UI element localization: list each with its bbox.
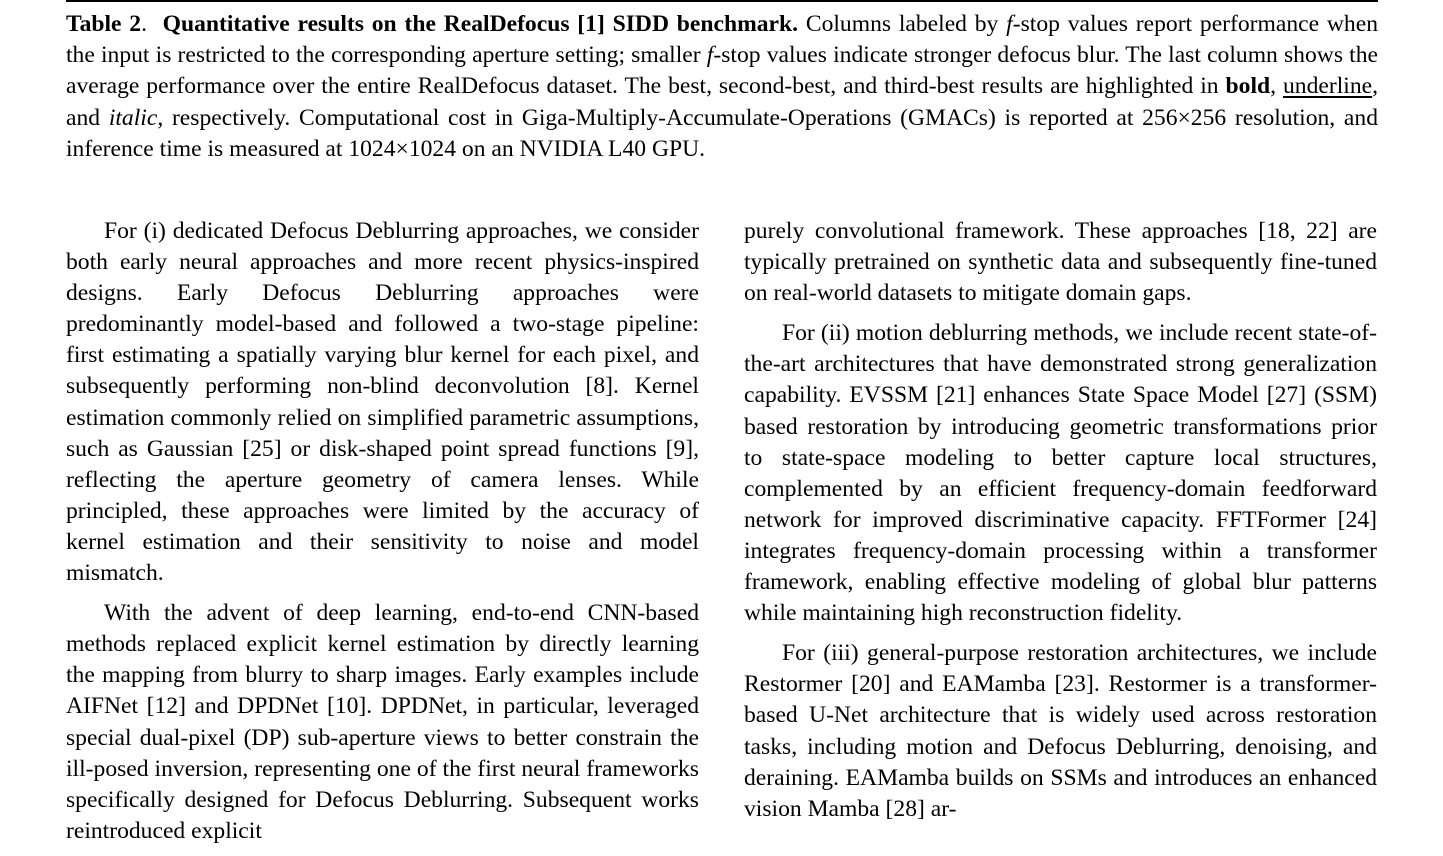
top-rule — [66, 0, 1378, 2]
paragraph: With the advent of deep learning, end-to-end CNN-based methods replaced explicit kernel estimation by directly learning the mapping from blurry to sharp images. Early examples include AIFNet [12] and DPDNet [10]. DPDNet, in particular, leveraged special dual-pixel (DP) sub-aperture views to better constrain the ill-posed inversion, representing one of the first neural frameworks specifically designed for Defocus Deblurring. Subsequent works reintroduced explicit — [66, 600, 699, 844]
caption-f-symbol: f — [706, 42, 714, 69]
caption-sep: , and — [66, 73, 1378, 131]
caption-sep: , — [1270, 73, 1283, 100]
left-column — [66, 216, 699, 856]
paragraph: For (iii) general-purpose restoration architectures, we include Restormer [20] and EAMamba [23]. Restormer is a transformer-based U-Net architecture that is widely used across restoration tasks, including motion and Defocus Deblurring, denoising, and deraining. EAMamba builds on SSMs and introduces an enhanced vision Mamba [28] ar- — [744, 640, 1377, 822]
caption-italic-word: italic — [108, 104, 158, 131]
caption-f-symbol: f — [1006, 11, 1013, 37]
paragraph: For (i) dedicated Defocus Deblurring approaches, we consider both early neural approaches and more recent physics-inspired designs. Early Defocus Deblurring approaches were predominantly model-based and followed a two-stage pipeline: first estimating a spatially varying blur kernel for each pixel, and subsequently performing non-blind deconvolution [8]. Kernel estimation commonly relied on simplified parametric assumptions, such as Gaussian [25] or disk-shaped point spread functions [9], reflecting the aperture geometry of camera lenses. While principled, these approaches were limited by the accuracy of kernel estimation and their sensitivity to noise and model mismatch. — [66, 218, 699, 587]
caption-underline-word: underline — [1282, 73, 1373, 100]
caption-text-2: -stop values report performance when the input is restricted to the corresponding aperture setting; smaller — [66, 11, 1378, 69]
caption-text-4: , respectively. Computational cost in Giga-Multiply-Accumulate-Operations (GMACs) is reported at 256×256 resolution, and inference time is measured at 1024×1024 on an NVIDIA L40 GPU. — [66, 104, 1379, 162]
caption-title: Quantitative results on the RealDefocus [1] SIDD benchmark. — [162, 11, 799, 37]
caption-text-3: -stop values indicate stronger defocus blur. The last column shows the average performance over the entire RealDefocus dataset. The best, second-best, and third-best results are highlighted in — [66, 42, 1378, 100]
caption-text-1: Columns labeled by — [798, 11, 1007, 37]
caption-bold-word: bold — [1225, 73, 1271, 100]
right-column — [744, 216, 1377, 834]
table-caption: Table 2. Quantitative results on the RealDefocus [1] SIDD benchmark. Columns labeled by f-stop values report performance when the input is restricted to the corresponding aperture setting; smaller f-stop values indicate stronger defocus blur. The last column shows the average performance over the entire RealDefocus dataset. The best, second-best, and third-best results are highlighted in bold, underline, and italic, respectively. Computational cost in Giga-Multiply-Accumulate-Operations (GMACs) is reported at 256×256 resolution, and inference time is measured at 1024×1024 on an NVIDIA L40 GPU. — [66, 11, 1379, 162]
paragraph: For (ii) motion deblurring methods, we include recent state-of-the-art architectures that have demonstrated strong generalization capability. EVSSM [21] enhances State Space Model [27] (SSM) based restoration by introducing geometric transformations prior to state-space modeling to better capture local structures, complemented by an efficient frequency-domain feedforward network for improved discriminative capacity. FFTFormer [24] integrates frequency-domain processing within a transformer framework, enabling effective modeling of global blur patterns while maintaining high reconstruction fidelity. — [744, 320, 1377, 627]
paragraph: purely convolutional framework. These approaches [18, 22] are typically pretrained on synthetic data and subsequently fine-tuned on real-world datasets to mitigate domain gaps. — [744, 218, 1377, 307]
caption-label: Table 2 — [66, 11, 142, 37]
